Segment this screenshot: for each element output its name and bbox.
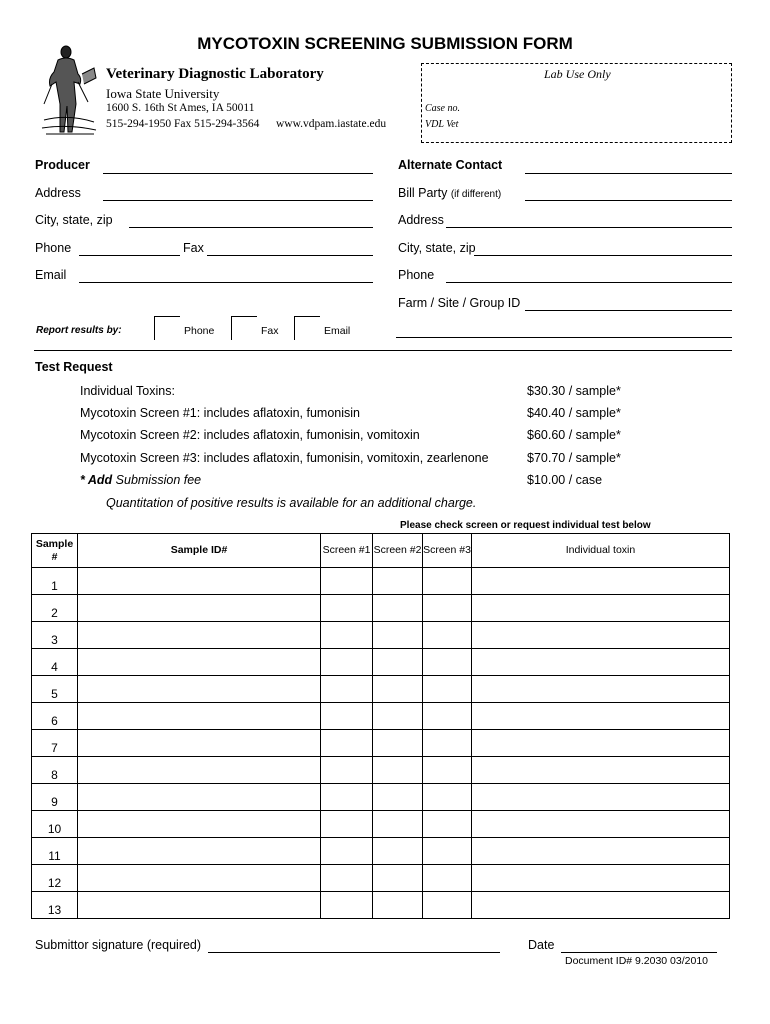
sample-id-cell[interactable]: [78, 649, 321, 676]
screen1-cell[interactable]: [321, 649, 373, 676]
screen1-header: Screen #1: [321, 534, 373, 568]
screen3-cell[interactable]: [423, 622, 472, 649]
sample-number: 11: [32, 838, 78, 865]
submission-fee-line: [80, 473, 201, 487]
individual-toxin-cell[interactable]: [472, 730, 730, 757]
table-row: [32, 649, 730, 676]
sample-number: 12: [32, 865, 78, 892]
table-row: [32, 568, 730, 595]
alt-phone-field[interactable]: [446, 282, 732, 283]
city-label: City, state, zip: [35, 213, 113, 227]
screen3-header: Screen #3: [423, 534, 472, 568]
screen1-cell[interactable]: [321, 811, 373, 838]
email-label: Email: [35, 268, 67, 282]
screen3-cell[interactable]: [423, 568, 472, 595]
sample-number: 10: [32, 811, 78, 838]
bill-party-text: Bill Party: [398, 186, 448, 200]
phone-label: Phone: [35, 241, 72, 255]
screen1-cell[interactable]: [321, 784, 373, 811]
individual-toxin-cell[interactable]: [472, 676, 730, 703]
alt-city-field[interactable]: [474, 255, 732, 256]
fee-item-price: $40.40 / sample*: [527, 406, 621, 420]
producer-label: Producer: [35, 158, 90, 172]
sample-id-cell[interactable]: [78, 703, 321, 730]
table-row: [32, 757, 730, 784]
lab-use-title: Lab Use Only: [544, 67, 611, 81]
screen2-cell[interactable]: [373, 838, 423, 865]
sample-id-cell[interactable]: [78, 838, 321, 865]
fee-item-name: Mycotoxin Screen #3: includes aflatoxin, fumonisin, vomitoxin, zearlenone: [80, 451, 489, 465]
screen3-cell[interactable]: [423, 703, 472, 730]
individual-toxin-cell[interactable]: [472, 703, 730, 730]
individual-toxin-cell[interactable]: [472, 892, 730, 919]
report-phone-checkbox[interactable]: [154, 316, 180, 340]
sample-id-cell[interactable]: [78, 811, 321, 838]
screen2-cell[interactable]: [373, 811, 423, 838]
form-title: MYCOTOXIN SCREENING SUBMISSION FORM: [197, 34, 573, 53]
sample-table: [31, 533, 730, 919]
city-field[interactable]: [129, 227, 373, 228]
producer-field[interactable]: [103, 173, 373, 174]
alt-address-field[interactable]: [446, 227, 732, 228]
fee-item-price: $30.30 / sample*: [527, 384, 621, 398]
screen3-cell[interactable]: [423, 757, 472, 784]
screen2-header: Screen #2: [373, 534, 423, 568]
screen1-cell[interactable]: [321, 865, 373, 892]
individual-toxin-cell[interactable]: [472, 757, 730, 784]
lab-website: www.vdpam.iastate.edu: [276, 118, 387, 130]
individual-toxin-cell[interactable]: [472, 838, 730, 865]
table-row: [32, 838, 730, 865]
farm-label: Farm / Site / Group ID: [398, 296, 521, 310]
table-row: [32, 703, 730, 730]
quantitation-note: Quantitation of positive results is available for an additional charge.: [106, 496, 477, 510]
alt-city-label: City, state, zip: [398, 241, 476, 255]
lab-address: 1600 S. 16th St Ames, IA 50011: [106, 102, 255, 114]
sample-id-cell[interactable]: [78, 568, 321, 595]
signature-label: Submittor signature (required): [35, 938, 202, 952]
sample-number-header: Sample #: [32, 534, 78, 568]
document-id: Document ID# 9.2030 03/2010: [565, 955, 709, 967]
table-row: [32, 595, 730, 622]
individual-toxin-cell[interactable]: [472, 784, 730, 811]
screen3-cell[interactable]: [423, 784, 472, 811]
screen1-cell[interactable]: [321, 622, 373, 649]
fax-label: Fax: [183, 241, 204, 255]
date-label: Date: [528, 938, 555, 952]
section-divider: [34, 350, 732, 351]
submission-fee-text: Submission fee: [115, 473, 202, 487]
table-row: [32, 784, 730, 811]
screen3-cell[interactable]: [423, 730, 472, 757]
sample-number: 5: [32, 676, 78, 703]
screen3-cell[interactable]: [423, 838, 472, 865]
sample-number: 6: [32, 703, 78, 730]
report-fax-label: Fax: [261, 325, 279, 337]
university-name: Iowa State University: [106, 86, 220, 101]
report-email-checkbox[interactable]: [294, 316, 320, 340]
alt-phone-label: Phone: [398, 268, 435, 282]
vdl-vet-label: VDL Vet: [425, 119, 459, 130]
lab-name: Veterinary Diagnostic Laboratory: [106, 66, 324, 82]
submission-fee-prefix: * Add: [80, 473, 113, 487]
table-row: [32, 811, 730, 838]
screen2-cell[interactable]: [373, 703, 423, 730]
signature-field[interactable]: [208, 952, 500, 953]
sample-id-cell[interactable]: [78, 757, 321, 784]
individual-toxin-header: Individual toxin: [472, 534, 730, 568]
screen2-cell[interactable]: [373, 622, 423, 649]
sample-id-cell[interactable]: [78, 676, 321, 703]
screen1-cell[interactable]: [321, 595, 373, 622]
sample-id-header: Sample ID#: [78, 534, 321, 568]
individual-toxin-cell[interactable]: [472, 568, 730, 595]
screen1-cell[interactable]: [321, 676, 373, 703]
check-screen-note: Please check screen or request individual test below: [400, 520, 651, 531]
sample-id-cell[interactable]: [78, 865, 321, 892]
screen2-cell[interactable]: [373, 865, 423, 892]
fee-item-name: Mycotoxin Screen #2: includes aflatoxin, fumonisin, vomitoxin: [80, 428, 420, 442]
bill-party-field[interactable]: [525, 200, 732, 201]
screen3-cell[interactable]: [423, 595, 472, 622]
sample-number: 2: [32, 595, 78, 622]
report-phone-label: Phone: [184, 325, 215, 337]
table-row: [32, 892, 730, 919]
screen1-cell[interactable]: [321, 757, 373, 784]
farm-field[interactable]: [525, 310, 732, 311]
screen1-cell[interactable]: [321, 568, 373, 595]
table-row: [32, 622, 730, 649]
screen3-cell[interactable]: [423, 676, 472, 703]
screen2-cell[interactable]: [373, 568, 423, 595]
fee-item-name: Individual Toxins:: [80, 384, 175, 398]
screen2-cell[interactable]: [373, 757, 423, 784]
alternate-contact-label: Alternate Contact: [398, 158, 503, 172]
alt-address-label: Address: [398, 213, 444, 227]
screen1-cell[interactable]: [321, 892, 373, 919]
screen2-cell[interactable]: [373, 595, 423, 622]
table-row: [32, 730, 730, 757]
screen3-cell[interactable]: [423, 811, 472, 838]
sample-id-cell[interactable]: [78, 784, 321, 811]
email-field[interactable]: [79, 282, 373, 283]
lab-phone-fax: 515-294-1950 Fax 515-294-3564: [106, 118, 260, 130]
individual-toxin-cell[interactable]: [472, 811, 730, 838]
report-fax-checkbox[interactable]: [231, 316, 257, 340]
screen1-cell[interactable]: [321, 730, 373, 757]
screen2-cell[interactable]: [373, 649, 423, 676]
submission-fee-price: $10.00 / case: [527, 473, 603, 487]
screen3-cell[interactable]: [423, 892, 472, 919]
sample-number: 3: [32, 622, 78, 649]
sample-number: 1: [32, 568, 78, 595]
screen3-cell[interactable]: [423, 865, 472, 892]
fee-item-price: $60.60 / sample*: [527, 428, 621, 442]
sample-id-cell[interactable]: [78, 622, 321, 649]
farm-field-line2[interactable]: [396, 337, 732, 338]
report-results-label: Report results by:: [36, 325, 122, 336]
bill-party-label: [398, 186, 501, 200]
table-row: [32, 676, 730, 703]
bill-party-note: (if different): [450, 189, 502, 200]
case-no-label: Case no.: [425, 103, 460, 114]
fee-item-price: $70.70 / sample*: [527, 451, 621, 465]
report-email-label: Email: [324, 325, 351, 337]
sample-number: 4: [32, 649, 78, 676]
sample-number: 7: [32, 730, 78, 757]
screen2-cell[interactable]: [373, 730, 423, 757]
screen1-cell[interactable]: [321, 703, 373, 730]
fax-field[interactable]: [207, 255, 373, 256]
screen2-cell[interactable]: [373, 892, 423, 919]
sample-id-cell[interactable]: [78, 730, 321, 757]
sample-id-cell[interactable]: [78, 595, 321, 622]
test-request-title: Test Request: [35, 360, 113, 374]
table-row: [32, 865, 730, 892]
screen2-cell[interactable]: [373, 784, 423, 811]
individual-toxin-cell[interactable]: [472, 595, 730, 622]
date-field[interactable]: [561, 952, 717, 953]
individual-toxin-cell[interactable]: [472, 865, 730, 892]
sample-number: 9: [32, 784, 78, 811]
university-logo-icon: [38, 44, 100, 136]
address-field[interactable]: [103, 200, 373, 201]
screen1-cell[interactable]: [321, 838, 373, 865]
sample-number: 13: [32, 892, 78, 919]
sample-id-cell[interactable]: [78, 892, 321, 919]
alternate-contact-field[interactable]: [525, 173, 732, 174]
screen2-cell[interactable]: [373, 676, 423, 703]
phone-field[interactable]: [79, 255, 180, 256]
sample-number: 8: [32, 757, 78, 784]
fee-item-name: Mycotoxin Screen #1: includes aflatoxin, fumonisin: [80, 406, 361, 420]
address-label: Address: [35, 186, 81, 200]
individual-toxin-cell[interactable]: [472, 622, 730, 649]
individual-toxin-cell[interactable]: [472, 649, 730, 676]
screen3-cell[interactable]: [423, 649, 472, 676]
